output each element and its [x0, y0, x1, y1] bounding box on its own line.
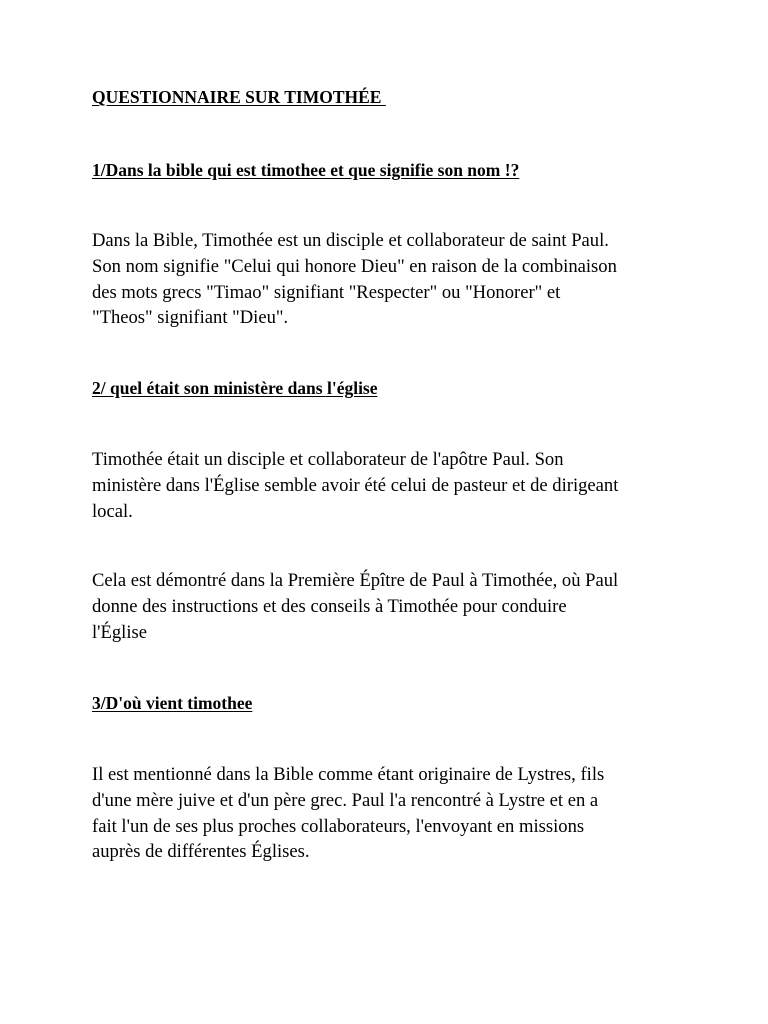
answer-2-line: donne des instructions et des conseils à Timothée pour conduire	[92, 595, 567, 617]
answer-1-paragraph	[92, 228, 692, 331]
answer-2-line: local.	[92, 500, 133, 522]
answer-2-line: Cela est démontré dans la Première Épître de Paul à Timothée, où Paul	[92, 570, 619, 591]
answer-1-line: des mots grecs "Timao" signifiant "Respecter" ou "Honorer" et	[92, 281, 561, 303]
answer-3-line: d'une mère juive et d'un père grec. Paul l'a rencontré à Lystre et en a	[92, 789, 599, 811]
answer-2-line: Timothée était un disciple et collaborateur de l'apôtre Paul. Son	[92, 449, 564, 470]
answer-2-line: l'Église	[92, 621, 147, 643]
answer-3-line: fait l'un de ses plus proches collaborateurs, l'envoyant en missions	[92, 815, 585, 837]
answer-3-line: Il est mentionné dans la Bible comme étant originaire de Lystres, fils	[92, 764, 605, 785]
answer-2-paragraph-1	[92, 447, 692, 524]
answer-1-line: Dans la Bible, Timothée est un disciple et collaborateur de saint Paul.	[92, 230, 609, 251]
question-1-heading: 1/Dans la bible qui est timothee et que signifie son nom !?	[92, 160, 520, 180]
answer-1-line: Son nom signifie "Celui qui honore Dieu" en raison de la combinaison	[92, 255, 617, 277]
answer-1-line: "Theos" signifiant "Dieu".	[92, 307, 289, 329]
answer-2-line: ministère dans l'Église semble avoir été celui de pasteur et de dirigeant	[92, 474, 619, 496]
question-3-heading: 3/D'où vient timothee	[92, 693, 253, 713]
answer-3-paragraph	[92, 762, 692, 865]
document-title: QUESTIONNAIRE SUR TIMOTHÉE	[92, 87, 386, 107]
answer-2-paragraph-2	[92, 568, 692, 645]
answer-3-line: auprès de différentes Églises.	[92, 841, 310, 863]
question-2-heading: 2/ quel était son ministère dans l'église	[92, 378, 378, 398]
